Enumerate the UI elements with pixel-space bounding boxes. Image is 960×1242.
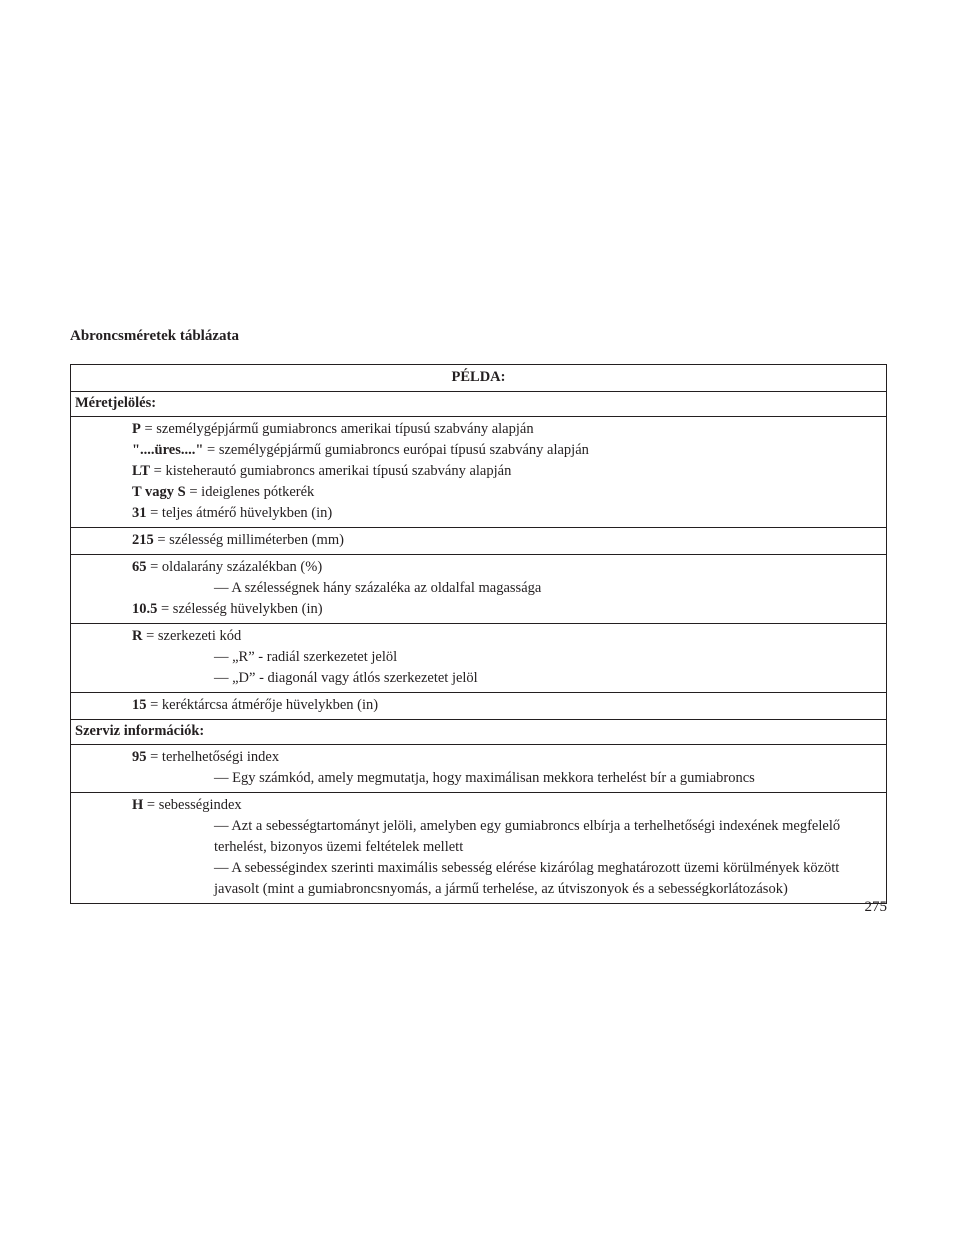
sub-line: — „R” - radiál szerkezetet jelöl xyxy=(214,649,398,665)
sub-line: — A szélességnek hány százaléka az oldalfal magassága xyxy=(214,580,542,596)
table-line xyxy=(71,695,886,716)
rim-row xyxy=(71,693,887,720)
line-text: = szerkezeti kód xyxy=(142,628,242,644)
line-text: = szélesség hüvelykben (in) xyxy=(157,601,323,617)
line-key: R xyxy=(132,628,143,644)
table-header: PÉLDA: xyxy=(71,365,887,392)
line-text: = teljes átmérő hüvelykben (in) xyxy=(146,505,333,521)
ratio-block xyxy=(71,555,887,624)
line-text: = kisteherautó gumiabroncs amerikai típusú szabvány alapján xyxy=(150,463,512,479)
service-category-label: Szerviz információk: xyxy=(71,720,887,745)
service-category-row xyxy=(71,720,887,745)
line-key: H xyxy=(132,797,144,813)
load-block xyxy=(71,745,887,793)
line-key: 15 xyxy=(132,697,147,713)
ratio-row xyxy=(71,555,887,624)
speed-block xyxy=(71,793,887,904)
table-line xyxy=(71,747,886,768)
rim-block xyxy=(71,693,887,720)
table-line xyxy=(71,557,886,578)
width-block xyxy=(71,528,887,555)
table-line xyxy=(71,530,886,551)
line-key: "....üres...." xyxy=(132,442,204,458)
line-text: = oldalarány százalékban (%) xyxy=(146,559,323,575)
line-text: = terhelhetőségi index xyxy=(146,749,280,765)
width-row xyxy=(71,528,887,555)
table-line xyxy=(71,419,886,440)
sub-line: — Azt a sebességtartományt jelöli, amelyben egy gumiabroncs elbírja a terhelhetőségi indexének megfelelő terhelést, bizonyos üzemi feltételek mellett xyxy=(214,818,841,855)
line-key: 31 xyxy=(132,505,147,521)
table-line xyxy=(71,440,886,461)
size-category-label: Méretjelölés: xyxy=(71,392,887,417)
table-line xyxy=(71,795,886,816)
size-block-row xyxy=(71,417,887,528)
table-line xyxy=(71,482,886,503)
line-text: = ideiglenes pótkerék xyxy=(185,484,315,500)
table-line xyxy=(71,599,886,620)
line-key: P xyxy=(132,421,141,437)
line-text: = személygépjármű gumiabroncs európai típusú szabvány alapján xyxy=(203,442,589,458)
line-key: LT xyxy=(132,463,151,479)
construction-block xyxy=(71,624,887,693)
sub-line: — A sebességindex szerinti maximális sebesség elérése kizárólag meghatározott üzemi körülmények között javasolt (mint a gumiabroncsnyomás, a jármű terhelése, az útviszonyok és a sebességkorlátozások) xyxy=(214,860,840,897)
line-text: = személygépjármű gumiabroncs amerikai típusú szabvány alapján xyxy=(140,421,534,437)
page-number: 275 xyxy=(864,899,887,915)
line-text: = keréktárcsa átmérője hüvelykben (in) xyxy=(146,697,379,713)
line-key: 10.5 xyxy=(132,601,158,617)
table-line xyxy=(71,503,886,524)
speed-row xyxy=(71,793,887,904)
size-category-row xyxy=(71,392,887,417)
line-text: = szélesség milliméterben (mm) xyxy=(153,532,344,548)
sub-line: — „D” - diagonál vagy átlós szerkezetet jelöl xyxy=(214,670,478,686)
line-key: T vagy S xyxy=(132,484,186,500)
section-title: Abroncsméretek táblázata xyxy=(70,328,239,344)
table-line xyxy=(71,626,886,647)
tire-size-table xyxy=(70,364,887,904)
line-key: 215 xyxy=(132,532,154,548)
sub-line: — Egy számkód, amely megmutatja, hogy maximálisan mekkora terhelést bír a gumiabroncs xyxy=(214,770,755,786)
table-header-row xyxy=(71,365,887,392)
load-row xyxy=(71,745,887,793)
line-key: 95 xyxy=(132,749,147,765)
size-block xyxy=(71,417,887,528)
construction-row xyxy=(71,624,887,693)
line-key: 65 xyxy=(132,559,147,575)
table-line xyxy=(71,461,886,482)
line-text: = sebességindex xyxy=(143,797,242,813)
